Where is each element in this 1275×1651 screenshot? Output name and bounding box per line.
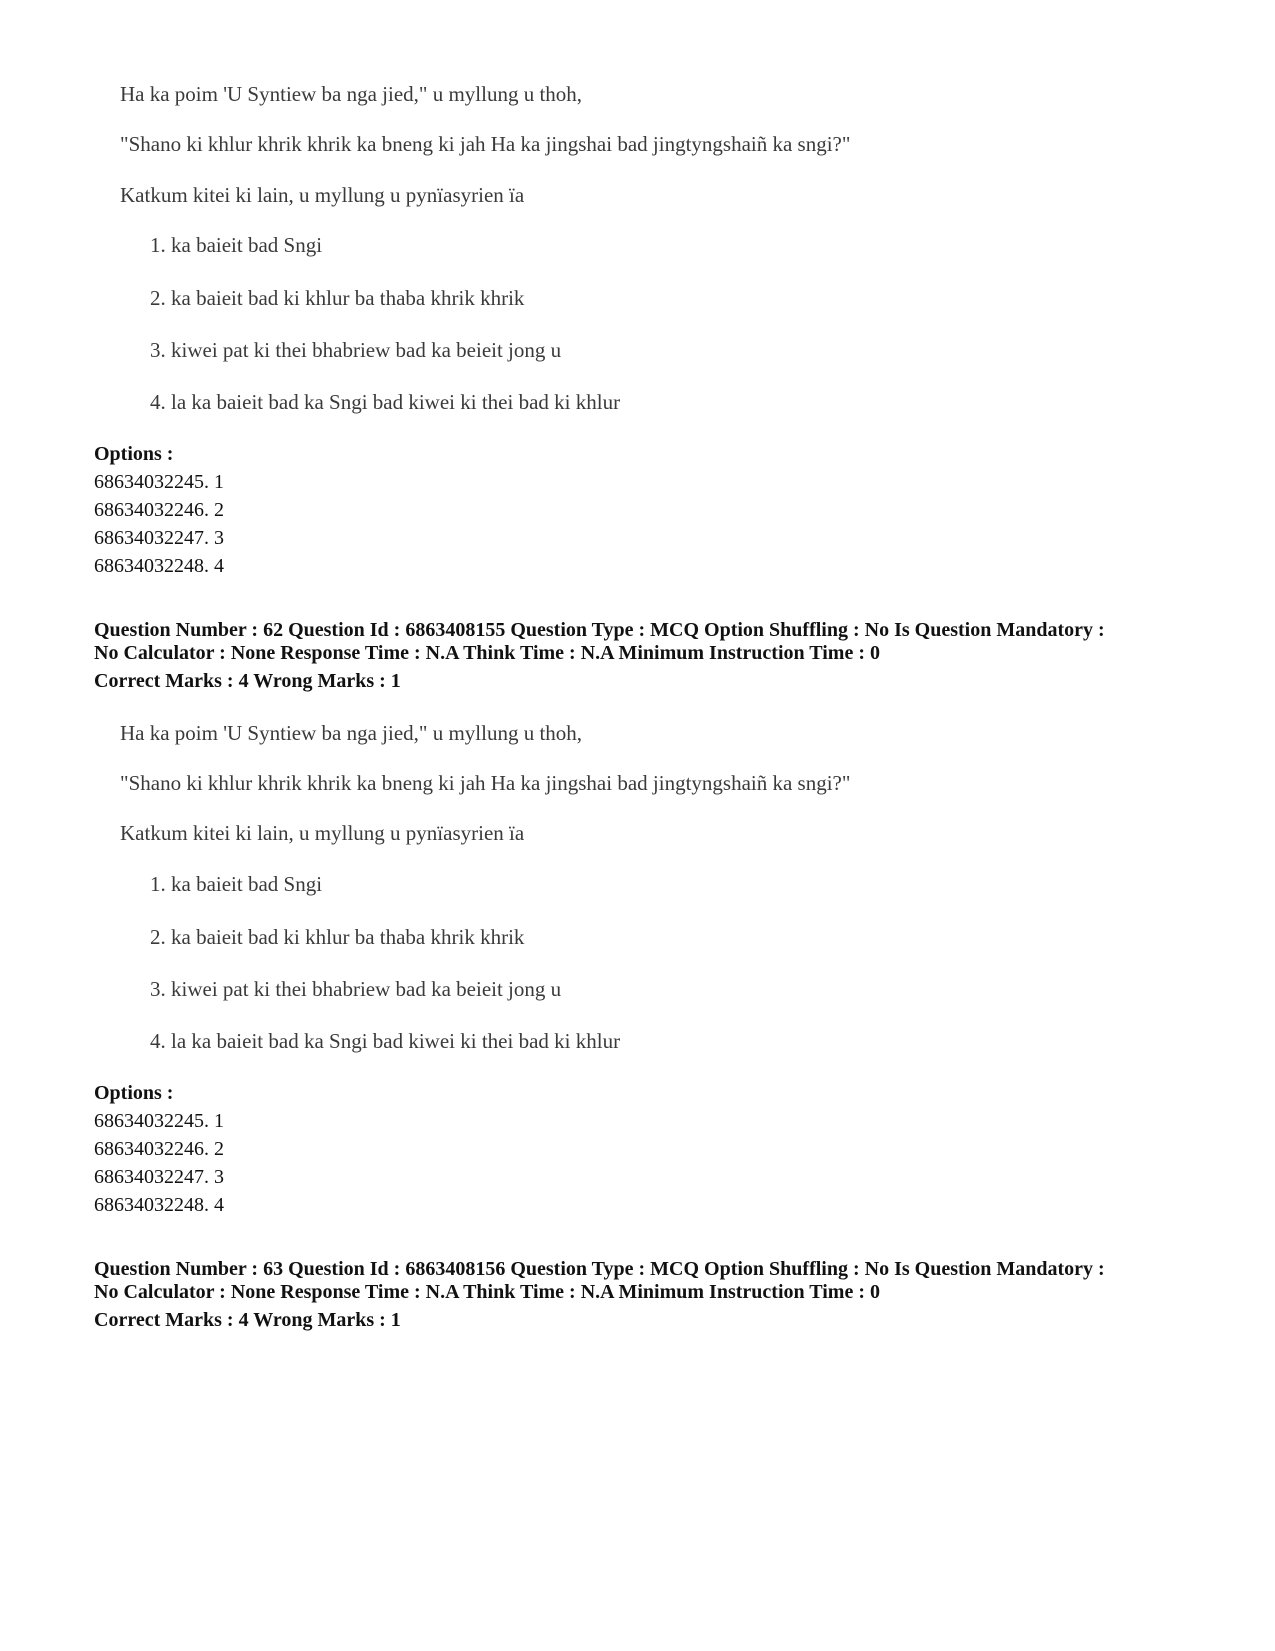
passage-line-3: Katkum kitei ki lain, u myllung u pynïasyrien ïa bbox=[120, 183, 525, 207]
question-meta-line-2: No Calculator : None Response Time : N.A Think Time : N.A Minimum Instruction Time : 0 bbox=[94, 1281, 880, 1303]
option-item: 68634032248. 4 bbox=[94, 1194, 224, 1216]
statement-item: 3. kiwei pat ki thei bhabriew bad ka beieit jong u bbox=[150, 338, 562, 362]
passage-line-2: "Shano ki khlur khrik khrik ka bneng ki jah Ha ka jingshai bad jingtyngshaiñ ka sngi?" bbox=[120, 771, 851, 795]
option-item: 68634032245. 1 bbox=[94, 471, 224, 493]
option-item: 68634032247. 3 bbox=[94, 1166, 224, 1188]
statement-item: 3. kiwei pat ki thei bhabriew bad ka beieit jong u bbox=[150, 977, 562, 1001]
question-meta-line-2: No Calculator : None Response Time : N.A Think Time : N.A Minimum Instruction Time : 0 bbox=[94, 642, 880, 664]
question-marks: Correct Marks : 4 Wrong Marks : 1 bbox=[94, 1309, 401, 1331]
statement-item: 1. ka baieit bad Sngi bbox=[150, 872, 323, 896]
statement-item: 1. ka baieit bad Sngi bbox=[150, 233, 323, 257]
question-meta-line-1: Question Number : 62 Question Id : 6863408155 Question Type : MCQ Option Shuffling : No Is Question Mandatory : bbox=[94, 619, 1105, 641]
passage-line-2: "Shano ki khlur khrik khrik ka bneng ki jah Ha ka jingshai bad jingtyngshaiñ ka sngi?" bbox=[120, 132, 851, 156]
statement-item: 2. ka baieit bad ki khlur ba thaba khrik khrik bbox=[150, 925, 525, 949]
options-label: Options : bbox=[94, 1082, 174, 1104]
statement-item: 4. la ka baieit bad ka Sngi bad kiwei ki thei bad ki khlur bbox=[150, 1029, 621, 1053]
option-item: 68634032246. 2 bbox=[94, 1138, 224, 1160]
option-item: 68634032246. 2 bbox=[94, 499, 224, 521]
statement-item: 4. la ka baieit bad ka Sngi bad kiwei ki thei bad ki khlur bbox=[150, 390, 621, 414]
passage-line-3: Katkum kitei ki lain, u myllung u pynïasyrien ïa bbox=[120, 821, 525, 845]
statement-item: 2. ka baieit bad ki khlur ba thaba khrik khrik bbox=[150, 286, 525, 310]
passage-line-1: Ha ka poim 'U Syntiew ba nga jied," u myllung u thoh, bbox=[120, 82, 583, 106]
option-item: 68634032245. 1 bbox=[94, 1110, 224, 1132]
passage-line-1: Ha ka poim 'U Syntiew ba nga jied," u myllung u thoh, bbox=[120, 721, 583, 745]
option-item: 68634032247. 3 bbox=[94, 527, 224, 549]
options-label: Options : bbox=[94, 443, 174, 465]
option-item: 68634032248. 4 bbox=[94, 555, 224, 577]
question-marks: Correct Marks : 4 Wrong Marks : 1 bbox=[94, 670, 401, 692]
question-meta-line-1: Question Number : 63 Question Id : 6863408156 Question Type : MCQ Option Shuffling : No Is Question Mandatory : bbox=[94, 1258, 1105, 1280]
